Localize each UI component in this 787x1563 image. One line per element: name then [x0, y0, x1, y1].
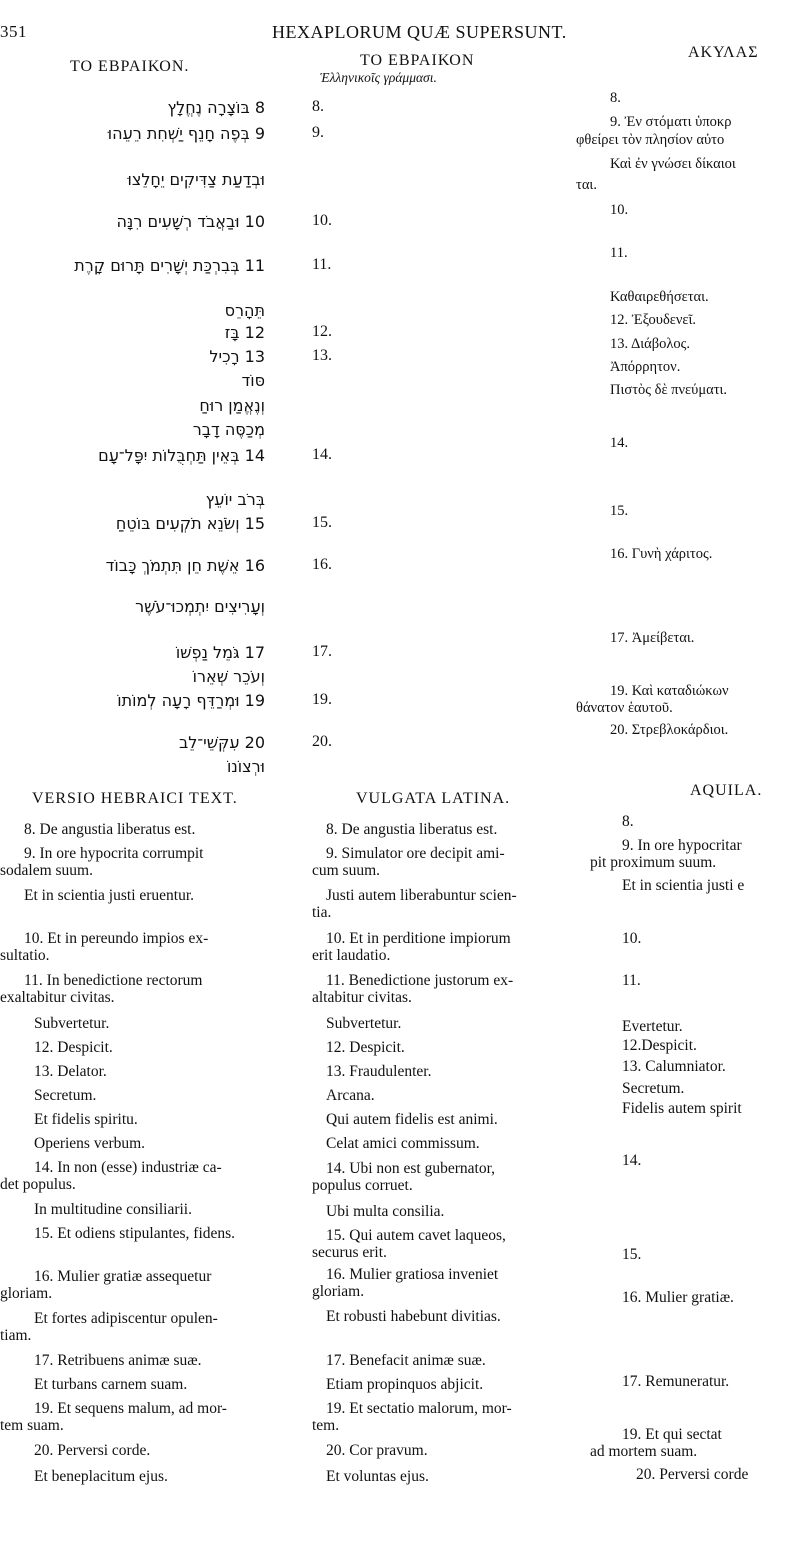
- latin-line: tem.: [312, 1417, 340, 1434]
- latin-line: 17. Retribuens animæ suæ.: [34, 1352, 202, 1369]
- page-number: 351: [0, 22, 27, 41]
- latin-line: 14. In non (esse) industriæ ca-: [34, 1159, 222, 1176]
- greek-line: 15.: [610, 503, 629, 519]
- greek-line: Πιστὸς δὲ πνεύματι.: [610, 382, 728, 398]
- hebrew-line: 19 וּמְרַדֵּף רָעָה לְמוֹתוֹ: [117, 691, 265, 710]
- latin-line: 12. Despicit.: [34, 1039, 113, 1056]
- greek-line: θάνατον ἑαυτοῦ.: [576, 700, 673, 716]
- greek-line: 10.: [610, 202, 629, 218]
- vulgata-latina-column: [312, 780, 582, 1500]
- latin-line: 13. Delator.: [34, 1063, 107, 1080]
- latin-line: Secretum.: [34, 1087, 97, 1104]
- latin-line: Et in scientia justi e: [622, 877, 745, 894]
- greek-line: 14.: [610, 435, 629, 451]
- verse-number: 10.: [312, 212, 332, 229]
- latin-line: 15.: [622, 1246, 642, 1263]
- latin-line: 16. Mulier gratiæ assequetur: [34, 1268, 212, 1285]
- latin-line: 10. Et in pereundo impios ex-: [24, 930, 209, 947]
- greek-line: Ἀπόρρητον.: [610, 359, 681, 375]
- greek-line: 12. Ἐξουδενεῖ.: [610, 312, 697, 328]
- latin-line: tia.: [312, 904, 332, 921]
- verse-number: 12.: [312, 323, 332, 340]
- latin-line: 12.Despicit.: [622, 1037, 697, 1054]
- latin-line: sodalem suum.: [0, 862, 93, 879]
- hebrew-column: [0, 0, 265, 780]
- latin-line: Subvertetur.: [34, 1015, 110, 1032]
- greek-line: 13. Διάβολος.: [610, 336, 691, 352]
- verse-number: 15.: [312, 514, 332, 531]
- latin-line: 19. Et sequens malum, ad mor-: [34, 1400, 227, 1417]
- aquila-latin-heading: AQUILA.: [690, 782, 763, 799]
- latin-line: gloriam.: [312, 1283, 365, 1300]
- latin-line: 9. In ore hypocrita corrumpit: [24, 845, 204, 862]
- latin-line: 16. Mulier gratiæ.: [622, 1289, 734, 1306]
- latin-line: Et fidelis spiritu.: [34, 1111, 138, 1128]
- hebrew-line: וְעָרִיצִים יִתְמְכוּ־עֹשֶׁר: [135, 597, 265, 616]
- latin-line: Qui autem fidelis est animi.: [326, 1111, 498, 1128]
- latin-line: 8. De angustia liberatus est.: [326, 821, 498, 838]
- latin-line: det populus.: [0, 1176, 76, 1193]
- latin-line: 14. Ubi non est gubernator,: [326, 1160, 495, 1177]
- versio-hebraici-column: [0, 780, 300, 1500]
- latin-line: 14.: [622, 1152, 642, 1169]
- verse-number: 13.: [312, 347, 332, 364]
- greek-line: Καθαιρεθήσεται.: [610, 289, 709, 305]
- hebrew-line: 10 וּבַאֲבֹד רְשָׁעִים רִנָּה: [116, 212, 265, 231]
- hebrew-line: 16 אֵשֶׁת חֵן תִּתְמֹךְ כָּבוֹד: [105, 556, 265, 575]
- verse-number: 17.: [312, 643, 332, 660]
- latin-line: 15. Et odiens stipulantes, fidens.: [34, 1225, 236, 1242]
- hebrew-line: וְנֶאֱמַן רוּחַ: [199, 396, 265, 415]
- latin-line: erit laudatio.: [312, 947, 391, 964]
- latin-line: Et voluntas ejus.: [326, 1468, 429, 1485]
- greek-line: φθείρει τὸν πλησίον αὐτο: [576, 132, 725, 148]
- hebrew-line: בְּרֹב יוֹעֵץ: [205, 490, 265, 509]
- page-title: HEXAPLORUM QUÆ SUPERSUNT.: [272, 22, 567, 42]
- hebrew-line: 8 בּוֹצָרָה נֶחֱלָץ: [167, 98, 265, 117]
- latin-line: Et fortes adipiscentur opulen-: [34, 1310, 218, 1327]
- latin-line: 16. Mulier gratiosa inveniet: [326, 1266, 499, 1283]
- latin-line: 11. In benedictione rectorum: [24, 972, 203, 989]
- greek-line: Καὶ ἐν γνώσει δίκαιοι: [610, 156, 736, 172]
- hebrew-line: 13 רָכִיל: [209, 347, 265, 366]
- latin-line: Et robusti habebunt divitias.: [326, 1308, 501, 1325]
- latin-line: 13. Fraudulenter.: [326, 1063, 432, 1080]
- hebrew-line: 17 גֹּמֵל נַפְשׁוֹ: [175, 643, 265, 662]
- aquila-greek-column: [576, 0, 787, 780]
- latin-line: 17. Benefacit animæ suæ.: [326, 1352, 486, 1369]
- vulgata-heading: VULGATA LATINA.: [356, 790, 511, 807]
- transliteration-subheading: Ἑλληνικοῖς γράμμασι.: [320, 70, 437, 85]
- greek-line: 17. Ἀμείβεται.: [610, 630, 695, 646]
- hebrew-heading: ΤΟ ΕΒΡΑΙΚΟΝ.: [70, 58, 190, 75]
- latin-line: Operiens verbum.: [34, 1135, 146, 1152]
- latin-line: ad mortem suam.: [590, 1443, 698, 1460]
- hebrew-line: 20 עִקְּשֵׁי־לֵב: [179, 733, 265, 752]
- latin-line: gloriam.: [0, 1285, 53, 1302]
- verse-number: 9.: [312, 124, 324, 141]
- latin-line: Et beneplacitum ejus.: [34, 1468, 168, 1485]
- latin-line: exaltabitur civitas.: [0, 989, 115, 1006]
- latin-line: 11.: [622, 972, 641, 989]
- latin-line: Et in scientia justi eruentur.: [24, 887, 195, 904]
- latin-line: 9. Simulator ore decipit ami-: [326, 845, 505, 862]
- verse-number: 8.: [312, 98, 324, 115]
- hebrew-line: וּרְצוֹנוֹ: [226, 757, 265, 776]
- latin-line: cum suum.: [312, 862, 381, 879]
- latin-line: 20. Perversi corde: [636, 1466, 749, 1483]
- hebrew-line: 9 בְּפֶה חָנֵף יַשְׁחִת רֵעֵהוּ: [107, 124, 265, 143]
- latin-line: 15. Qui autem cavet laqueos,: [326, 1227, 506, 1244]
- latin-line: 20. Perversi corde.: [34, 1442, 151, 1459]
- latin-line: altabitur civitas.: [312, 989, 412, 1006]
- greek-line: 11.: [610, 245, 628, 261]
- greek-line: 20. Στρεβλοκάρδιοι.: [610, 722, 729, 738]
- latin-line: Fidelis autem spirit: [622, 1100, 742, 1117]
- latin-line: 19. Et sectatio malorum, mor-: [326, 1400, 512, 1417]
- hebrew-line: וְעֹכֵר שְׁאֵרוֹ: [192, 667, 265, 686]
- latin-line: 17. Remuneratur.: [622, 1373, 730, 1390]
- latin-line: Evertetur.: [622, 1018, 683, 1035]
- latin-line: 10.: [622, 930, 642, 947]
- latin-line: Ubi multa consilia.: [326, 1203, 445, 1220]
- greek-line: 19. Καὶ καταδιώκων: [610, 683, 729, 699]
- hebrew-line: 12 בָּז: [224, 323, 265, 342]
- verse-number: 11.: [312, 256, 332, 273]
- latin-line: populus corruet.: [312, 1177, 413, 1194]
- greek-line: 8.: [610, 90, 621, 106]
- latin-line: 10. Et in perditione impiorum: [326, 930, 511, 947]
- hebrew-line: תֵּהָרֵס: [224, 301, 265, 320]
- hebrew-line: סּוֹד: [241, 371, 265, 390]
- latin-line: 12. Despicit.: [326, 1039, 405, 1056]
- verse-number: 20.: [312, 733, 332, 750]
- latin-line: 9. In ore hypocritar: [622, 837, 742, 854]
- aquila-greek-heading: ΑΚΥΛΑΣ: [688, 44, 759, 61]
- latin-line: Justi autem liberabuntur scien-: [326, 887, 517, 904]
- latin-line: pit proximum suum.: [590, 854, 717, 871]
- hebrew-line: מְכַסֶּה דָבָר: [192, 420, 265, 439]
- latin-line: 8.: [622, 813, 634, 830]
- latin-line: 20. Cor pravum.: [326, 1442, 428, 1459]
- latin-line: 19. Et qui sectat: [622, 1426, 722, 1443]
- latin-line: Et turbans carnem suam.: [34, 1376, 188, 1393]
- aquila-latin-column: [590, 780, 787, 1500]
- latin-line: Secretum.: [622, 1080, 685, 1097]
- latin-line: Arcana.: [326, 1087, 375, 1104]
- latin-line: tiam.: [0, 1327, 32, 1344]
- versio-heading: VERSIO HEBRAICI TEXT.: [32, 790, 238, 807]
- latin-line: In multitudine consiliarii.: [34, 1201, 192, 1218]
- transliteration-column: [300, 0, 570, 780]
- hebrew-line: 14 בְּאֵין תַּחְבֻּלוֹת יִפָּל־עָם: [98, 446, 265, 465]
- hebrew-line: 15 וְשֹׂנֵא תֹקְעִים בּוֹטֵחַ: [115, 514, 265, 533]
- latin-line: sultatio.: [0, 947, 50, 964]
- latin-line: Etiam propinquos abjicit.: [326, 1376, 484, 1393]
- greek-line: 16. Γυνὴ χάριτος.: [610, 546, 713, 562]
- latin-line: Subvertetur.: [326, 1015, 402, 1032]
- transliteration-heading: ΤΟ ΕΒΡΑΙΚΟΝ: [360, 52, 475, 69]
- hebrew-line: 11 בְּבִרְכַּת יְשָׁרִים תָּרוּם קָרֶת: [74, 256, 265, 275]
- latin-line: Celat amici commissum.: [326, 1135, 480, 1152]
- greek-line: ται.: [576, 177, 597, 193]
- latin-line: 13. Calumniator.: [622, 1058, 726, 1075]
- verse-number: 14.: [312, 446, 332, 463]
- latin-line: securus erit.: [312, 1244, 387, 1261]
- hebrew-line: וּבְדַעַת צַדִּיקִים יֵחָלֵצוּ: [127, 170, 265, 189]
- verse-number: 16.: [312, 556, 332, 573]
- verse-number: 19.: [312, 691, 332, 708]
- latin-line: tem suam.: [0, 1417, 64, 1434]
- latin-line: 11. Benedictione justorum ex-: [326, 972, 514, 989]
- latin-line: 8. De angustia liberatus est.: [24, 821, 196, 838]
- greek-line: 9. Ἐν στόματι ὑποκρ: [610, 114, 732, 130]
